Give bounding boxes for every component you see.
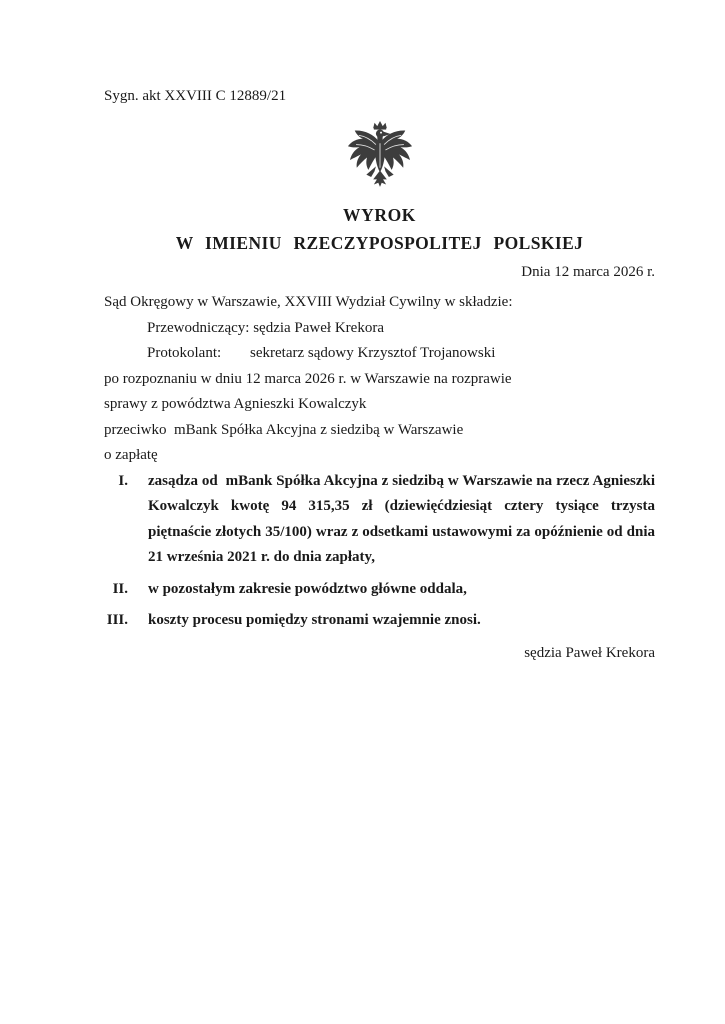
judgment-date: Dnia 12 marca 2026 r. xyxy=(521,264,655,280)
judgment-subtitle: W IMIENIU RZECZYPOSPOLITEJ POLSKIEJ xyxy=(175,233,584,253)
emblem-row xyxy=(104,120,655,191)
ruling-text: koszty procesu pomiędzy stronami wzajemnie znosi. xyxy=(148,612,481,628)
ruling-text: w pozostałym zakresie powództwo główne oddala, xyxy=(148,580,467,597)
defendant-line: przeciwko mBank Spółka Akcyjna z siedzibą w Warszawie xyxy=(104,421,464,438)
clerk-line xyxy=(104,341,655,367)
court-composition-line: Sąd Okręgowy w Warszawie, XXVIII Wydział Cywilny w składzie: xyxy=(104,294,513,310)
clerk-label: Protokolant: xyxy=(147,345,222,361)
case-number: Sygn. akt XXVIII C 12889/21 xyxy=(104,88,287,104)
ruling-number: III. xyxy=(106,612,128,628)
polish-eagle-emblem-icon xyxy=(339,120,421,191)
ruling-number: I. xyxy=(118,472,128,489)
ruling-item xyxy=(104,469,659,571)
judgment-preamble xyxy=(104,290,655,469)
presiding-judge-name: sędzia Paweł Krekora xyxy=(253,319,384,336)
judgment-title: WYROK xyxy=(343,205,416,225)
presiding-judge-label: Przewodniczący: xyxy=(147,319,250,336)
rulings-list xyxy=(104,469,659,634)
ruling-number: II. xyxy=(112,580,128,597)
judge-signature: sędzia Paweł Krekora xyxy=(524,644,655,661)
ruling-item xyxy=(104,577,655,603)
ruling-text: zasądza od mBank Spółka Akcyjna z siedzibą w Warszawie na rzecz Agnieszki Kowalczyk kwotę 94 315,35 zł (dziewięćdziesiąt cztery tysiące trzysta piętnaście złotych 35/100) wraz z odsetkami ustawowymi za opóźnienie od dnia 21 września 2021 r. do dnia zapłaty, xyxy=(148,472,659,565)
subject-line: o zapłatę xyxy=(104,447,158,463)
ruling-item xyxy=(104,608,655,634)
clerk-name: sekretarz sądowy Krzysztof Trojanowski xyxy=(250,345,496,361)
claimant-line: sprawy z powództwa Agnieszki Kowalczyk xyxy=(104,396,367,412)
presiding-judge-line xyxy=(104,316,655,342)
hearing-line: po rozpoznaniu w dniu 12 marca 2026 r. w Warszawie na rozprawie xyxy=(104,370,512,387)
